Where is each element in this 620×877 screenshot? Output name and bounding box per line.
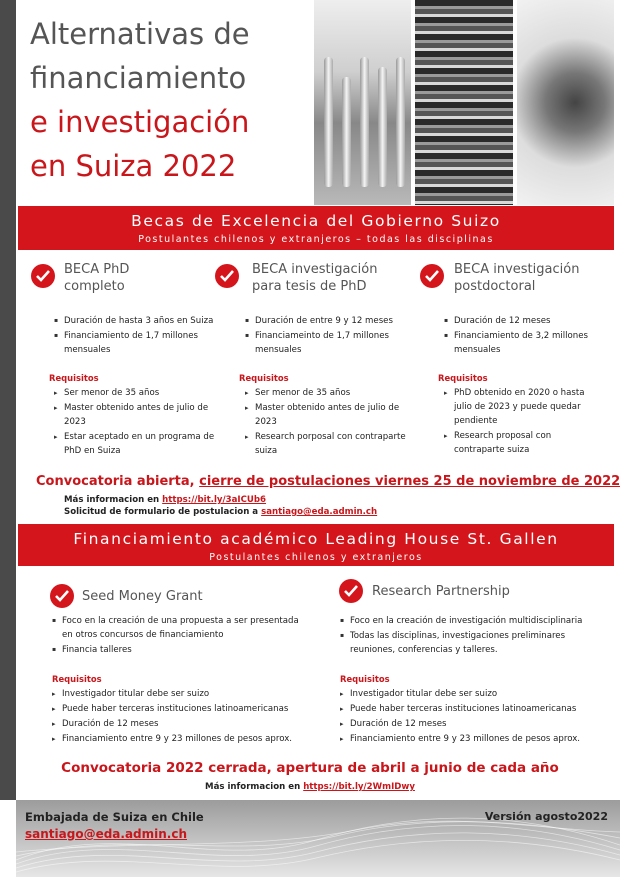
list-item: ▪ Financiamiento de 1,7 millones mensuales bbox=[54, 329, 230, 357]
list-item: ▪ Duración de entre 9 y 12 meses bbox=[245, 314, 421, 328]
list-item: ▸ Ser menor de 35 años bbox=[54, 386, 232, 400]
checkmark-icon bbox=[420, 264, 444, 288]
beca-postdoc-bullets bbox=[444, 314, 606, 358]
version-label: Versión agosto2022 bbox=[484, 810, 608, 823]
list-item: ▪ Financiamiento de 3,2 millones mensuales bbox=[444, 329, 606, 357]
more-info-line: Más informacion en https://bit.ly/3aICUb6 bbox=[64, 495, 267, 505]
section1-title: Becas de Excelencia del Gobierno Suizo bbox=[131, 212, 501, 230]
list-item: ▪ Foco en la creación de investigación multidisciplinaria bbox=[340, 614, 602, 628]
seed-money-requirements bbox=[52, 687, 322, 747]
list-item: ▪ Financiameinto de 1,7 millones mensuales bbox=[245, 329, 421, 357]
list-item: ▸ Ser menor de 35 años bbox=[245, 386, 423, 400]
footer bbox=[16, 800, 620, 877]
microscope-photo bbox=[517, 0, 614, 205]
list-item: ▸ Research porposal con contraparte suiza bbox=[245, 430, 423, 458]
checkmark-icon bbox=[339, 579, 363, 603]
research-partnership-heading: Research Partnership bbox=[372, 584, 510, 599]
research-partnership-requirements bbox=[340, 687, 608, 747]
more-info-line-2: Más informacion en https://bit.ly/2WmIDwy bbox=[205, 782, 415, 792]
left-sidebar-bar bbox=[0, 0, 16, 800]
list-item: ▸ Investigador titular debe ser suizo bbox=[340, 687, 608, 701]
list-item: ▸ Puede haber terceras instituciones latinoamericanas bbox=[340, 702, 608, 716]
list-item: ▪ Todas las disciplinas, investigaciones preliminares reuniones, conferencias y talleres. bbox=[340, 629, 602, 657]
list-item: ▸ Financiamiento entre 9 y 23 millones de pesos aprox. bbox=[340, 732, 608, 746]
research-partnership-bullets bbox=[340, 614, 602, 658]
laboratory-test-tubes-photo bbox=[314, 0, 411, 205]
list-item: ▸ Duración de 12 meses bbox=[340, 717, 608, 731]
more-info-link-2[interactable]: https://bit.ly/2WmIDwy bbox=[303, 782, 415, 792]
deadline-text: cierre de postulaciones viernes 25 de noviembre de 2022 bbox=[199, 474, 620, 489]
stacked-books-photo bbox=[415, 0, 512, 205]
beca-postdoc-requirements bbox=[444, 386, 604, 458]
call-closed-notice: Convocatoria 2022 cerrada, apertura de abril a junio de cada año bbox=[61, 760, 559, 776]
checkmark-icon bbox=[50, 584, 74, 608]
title-line-4: en Suiza 2022 bbox=[30, 149, 237, 183]
section2-header-band bbox=[18, 524, 614, 566]
list-item: ▸ Master obtenido antes de julio de 2023 bbox=[54, 401, 232, 429]
footer-email-link[interactable]: santiago@eda.admin.ch bbox=[25, 827, 188, 841]
requirements-label: Requisitos bbox=[239, 373, 289, 383]
title-line-3: e investigación bbox=[30, 105, 250, 139]
checkmark-icon bbox=[215, 264, 239, 288]
title-line-2: financiamiento bbox=[30, 61, 247, 95]
list-item: ▪ Financia talleres bbox=[52, 643, 302, 657]
beca-postdoc-heading: BECA investigación postdoctoral bbox=[454, 262, 580, 294]
list-item: ▸ Estar aceptado en un programa de PhD en Suiza bbox=[54, 430, 232, 458]
call-open-notice: Convocatoria abierta, cierre de postulaciones viernes 25 de noviembre de 2022 bbox=[36, 474, 620, 489]
list-item: ▸ Duración de 12 meses bbox=[52, 717, 322, 731]
header-photos bbox=[314, 0, 614, 205]
beca-phd-bullets bbox=[54, 314, 230, 358]
page-title bbox=[30, 12, 310, 188]
form-request-line: Solicitud de formulario de postulacion a santiago@eda.admin.ch bbox=[64, 507, 378, 517]
list-item: ▪ Foco en la creación de una propuesta a ser presentada en otros concursos de financiamiento bbox=[52, 614, 302, 642]
list-item: ▸ Master obtenido antes de julio de 2023 bbox=[245, 401, 423, 429]
seed-money-heading: Seed Money Grant bbox=[82, 589, 203, 604]
list-item: ▸ Investigador titular debe ser suizo bbox=[52, 687, 322, 701]
requirements-label: Requisitos bbox=[52, 674, 102, 684]
list-item: ▸ Financiamiento entre 9 y 23 millones de pesos aprox. bbox=[52, 732, 322, 746]
checkmark-icon bbox=[31, 264, 55, 288]
requirements-label: Requisitos bbox=[438, 373, 488, 383]
list-item: ▸ PhD obtenido en 2020 o hasta julio de 2023 y puede quedar pendiente bbox=[444, 386, 604, 428]
beca-phd-requirements bbox=[54, 386, 232, 459]
requirements-label: Requisitos bbox=[49, 373, 99, 383]
form-email-link[interactable]: santiago@eda.admin.ch bbox=[261, 507, 378, 517]
seed-money-bullets bbox=[52, 614, 302, 658]
embassy-name: Embajada de Suiza en Chile bbox=[25, 810, 204, 824]
beca-tesis-heading: BECA investigación para tesis de PhD bbox=[252, 262, 378, 294]
section2-title: Financiamiento académico Leading House St. Gallen bbox=[73, 530, 559, 548]
beca-tesis-requirements bbox=[245, 386, 423, 459]
beca-phd-heading: BECA PhD completo bbox=[64, 262, 130, 294]
section1-header-band bbox=[18, 206, 614, 250]
list-item: ▪ Duración de hasta 3 años en Suiza bbox=[54, 314, 230, 328]
title-line-1: Alternativas de bbox=[30, 17, 250, 51]
section2-subtitle: Postulantes chilenos y extranjeros bbox=[209, 552, 423, 563]
list-item: ▪ Duración de 12 meses bbox=[444, 314, 606, 328]
section1-subtitle: Postulantes chilenos y extranjeros – todas las disciplinas bbox=[138, 234, 494, 245]
requirements-label: Requisitos bbox=[340, 674, 390, 684]
list-item: ▸ Research proposal con contraparte suiza bbox=[444, 429, 604, 457]
list-item: ▸ Puede haber terceras instituciones latinoamericanas bbox=[52, 702, 322, 716]
beca-tesis-bullets bbox=[245, 314, 421, 358]
more-info-link[interactable]: https://bit.ly/3aICUb6 bbox=[162, 495, 267, 505]
